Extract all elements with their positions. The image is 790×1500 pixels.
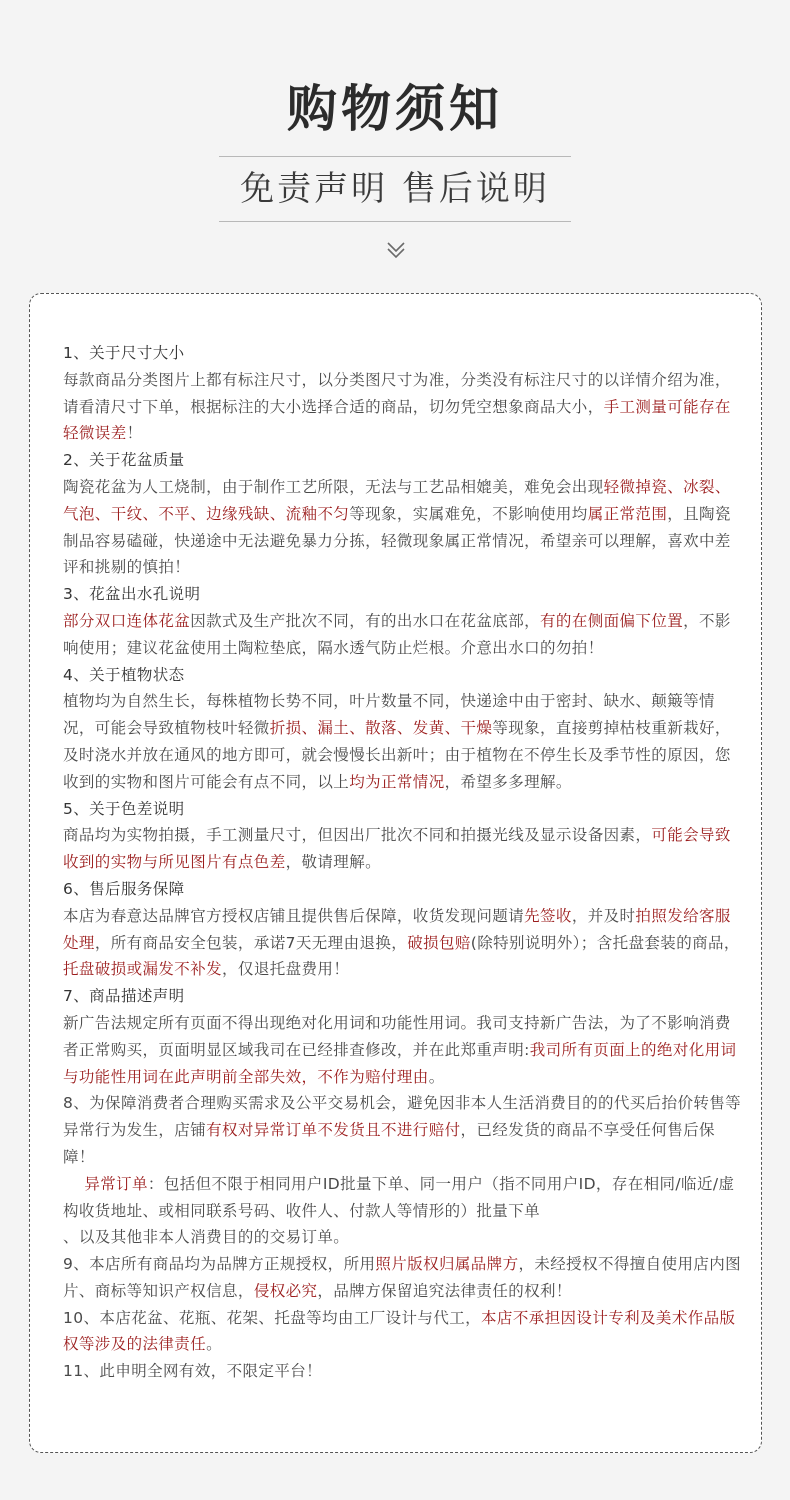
text-segment: ！: [126, 424, 143, 443]
text-segment: ：包括但不限于相同用户ID批量下单、同一用户（指不同用户ID，存在相同/临近/虚构收货地址、或相同联系号码、收件人、付款人等情形的）批量下单: [63, 1174, 735, 1220]
text-segment: 11、此申明全网有效，不限定平台！: [63, 1362, 323, 1381]
text-segment: 5、关于色差说明: [63, 799, 185, 818]
section-heading: [63, 581, 745, 608]
section-paragraph: [63, 1010, 745, 1090]
text-segment: [63, 1175, 84, 1193]
text-segment: ，并及时: [571, 906, 636, 925]
text-segment: 7、商品描述声明: [63, 987, 185, 1006]
section-paragraph: [63, 1305, 745, 1359]
text-segment: 1、关于尺寸大小: [63, 344, 185, 362]
text-segment: ，不影响使用；建议花盆使用土陶粒垫底，隔水透气防止烂根。介意出水口的勿拍！: [63, 611, 731, 657]
section-heading: [63, 983, 745, 1010]
text-segment: 4、关于植物状态: [63, 665, 185, 684]
section-paragraph: [63, 367, 745, 447]
highlight-text: 有的在侧面偏下位置: [540, 611, 684, 630]
page-subtitle: 免责声明 售后说明: [240, 169, 550, 209]
text-segment: 。: [206, 1335, 223, 1354]
highlight-text: 部分双口连体花盆: [63, 611, 191, 630]
highlight-text: 本店不承担因设计专利及美术作品版权等涉及的法律责任: [63, 1308, 736, 1354]
text-segment: ，仅退托盘费用！: [222, 960, 350, 979]
section-paragraph: [63, 1251, 745, 1305]
section-paragraph: [63, 1224, 745, 1251]
highlight-text: 侵权必究: [253, 1281, 318, 1300]
highlight-text: 有权对异常订单不发货且不进行赔付: [206, 1121, 461, 1140]
title-divider-top: [219, 156, 571, 157]
highlight-text: 均为正常情况: [349, 772, 445, 791]
section-heading: [63, 662, 745, 689]
highlight-text: 拍照发给客服处理: [63, 906, 731, 952]
text-segment: ，未经授权不得擅自使用店内图片、商标等知识产权信息，: [63, 1255, 742, 1300]
text-segment: 商品均为实物拍摄，手工测量尺寸，但因出厂批次不同和拍摄光线及显示设备因素，: [63, 826, 652, 845]
highlight-text: 手工测量可能存在轻微误差: [63, 397, 731, 443]
text-segment: 。: [428, 1067, 445, 1086]
text-segment: 植物均为自然生长，每株植物长势不同，叶片数量不同，快递途中由于密封、缺水、颠簸等情况，可能会导致植物枝叶轻微: [63, 692, 715, 738]
section-heading: [63, 876, 745, 903]
text-segment: 3、花盆出水孔说明: [63, 585, 201, 604]
page-title: 购物须知: [287, 80, 503, 138]
text-segment: 6、售后服务保障: [63, 879, 185, 898]
text-segment: 8、为保障消费者合理购买需求及公平交易机会，避免因非本人生活消费目的的代买后抬价转售等异常行为发生，店铺: [63, 1094, 742, 1140]
highlight-text: 先签收: [524, 906, 572, 925]
section-paragraph: [63, 1358, 745, 1385]
section-paragraph: [63, 474, 745, 581]
highlight-text: 轻微掉瓷、冰裂、气泡、干纹、不平、边缘残缺、流釉不匀: [63, 477, 731, 523]
title-divider-bottom: [219, 221, 571, 222]
text-segment: 、以及其他非本人消费目的的交易订单。: [63, 1228, 350, 1247]
highlight-text: 属正常范围: [587, 504, 668, 523]
text-segment: 9、本店所有商品均为品牌方正规授权，所用: [63, 1255, 376, 1274]
text-segment: 新广告法规定所有页面不得出现绝对化用词和功能性用词。我司支持新广告法，为了不影响消费者正常购买，页面明显区域我司在已经排查修改，并在此郑重声明:: [63, 1013, 731, 1059]
highlight-text: 折损、漏土、散落、发黄、干燥: [269, 719, 493, 738]
text-segment: ，所有商品安全包装，承诺7天无理由退换，: [94, 933, 408, 952]
double-chevron-down-icon: [384, 238, 408, 262]
text-segment: 等现象，实属难免，不影响使用均: [349, 504, 588, 523]
text-segment: ，敬请理解。: [285, 853, 382, 872]
text-segment: 因款式及生产批次不同，有的出水口在花盆底部，: [190, 611, 541, 630]
section-heading: [63, 447, 745, 474]
text-segment: ，品牌方保留追究法律责任的权利！: [317, 1281, 572, 1300]
highlight-text: 破损包赔: [407, 933, 471, 952]
highlight-text: 异常订单: [84, 1174, 148, 1193]
highlight-text: 照片版权归属品牌方: [375, 1255, 519, 1274]
section-heading: [63, 796, 745, 823]
notice-content: [63, 340, 745, 1385]
text-segment: 本店为春意达品牌官方授权店铺且提供售后保障，收货发现问题请: [63, 906, 525, 925]
highlight-text: 可能会导致收到的实物与所见图片有点色差: [63, 826, 731, 872]
highlight-text: 我司所有页面上的绝对化用词与功能性用词在此声明前全部失效，不作为赔付理由: [63, 1040, 737, 1086]
text-segment: 陶瓷花盆为人工烧制，由于制作工艺所限，无法与工艺品相媲美，难免会出现: [63, 477, 604, 496]
section-paragraph: [63, 608, 745, 662]
highlight-text: 托盘破损或漏发不补发: [63, 960, 223, 979]
text-segment: (除特别说明外）；含托盘套装的商品，: [470, 933, 740, 952]
text-segment: ，且陶瓷制品容易磕碰，快递途中无法避免暴力分拣，轻微现象属正常情况，希望亲可以理解，喜欢中差评和挑剔的慎拍！: [63, 504, 731, 577]
section-paragraph: [63, 903, 745, 983]
section-paragraph: [63, 822, 745, 876]
text-segment: 等现象，直接剪掉枯枝重新栽好，及时浇水并放在通风的地方即可，就会慢慢长出新叶；由于植物在不停生长及季节性的原因，您收到的实物和图片可能会有点不同，以上: [63, 719, 731, 791]
section-paragraph: [63, 1090, 745, 1170]
text-segment: 2、关于花盆质量: [63, 451, 185, 470]
text-segment: 10、本店花盆、花瓶、花架、托盘等均由工厂设计与代工，: [63, 1308, 482, 1327]
section-heading: [63, 340, 745, 367]
section-paragraph: [63, 1171, 745, 1225]
text-segment: 每款商品分类图片上都有标注尺寸，以分类图尺寸为准，分类没有标注尺寸的以详情介绍为准，请看清尺寸下单，根据标注的大小选择合适的商品，切勿凭空想象商品大小，: [63, 370, 731, 416]
text-segment: ，希望多多理解。: [444, 772, 572, 791]
section-paragraph: [63, 688, 745, 795]
text-segment: ，已经发货的商品不享受任何售后保障！: [63, 1121, 715, 1166]
